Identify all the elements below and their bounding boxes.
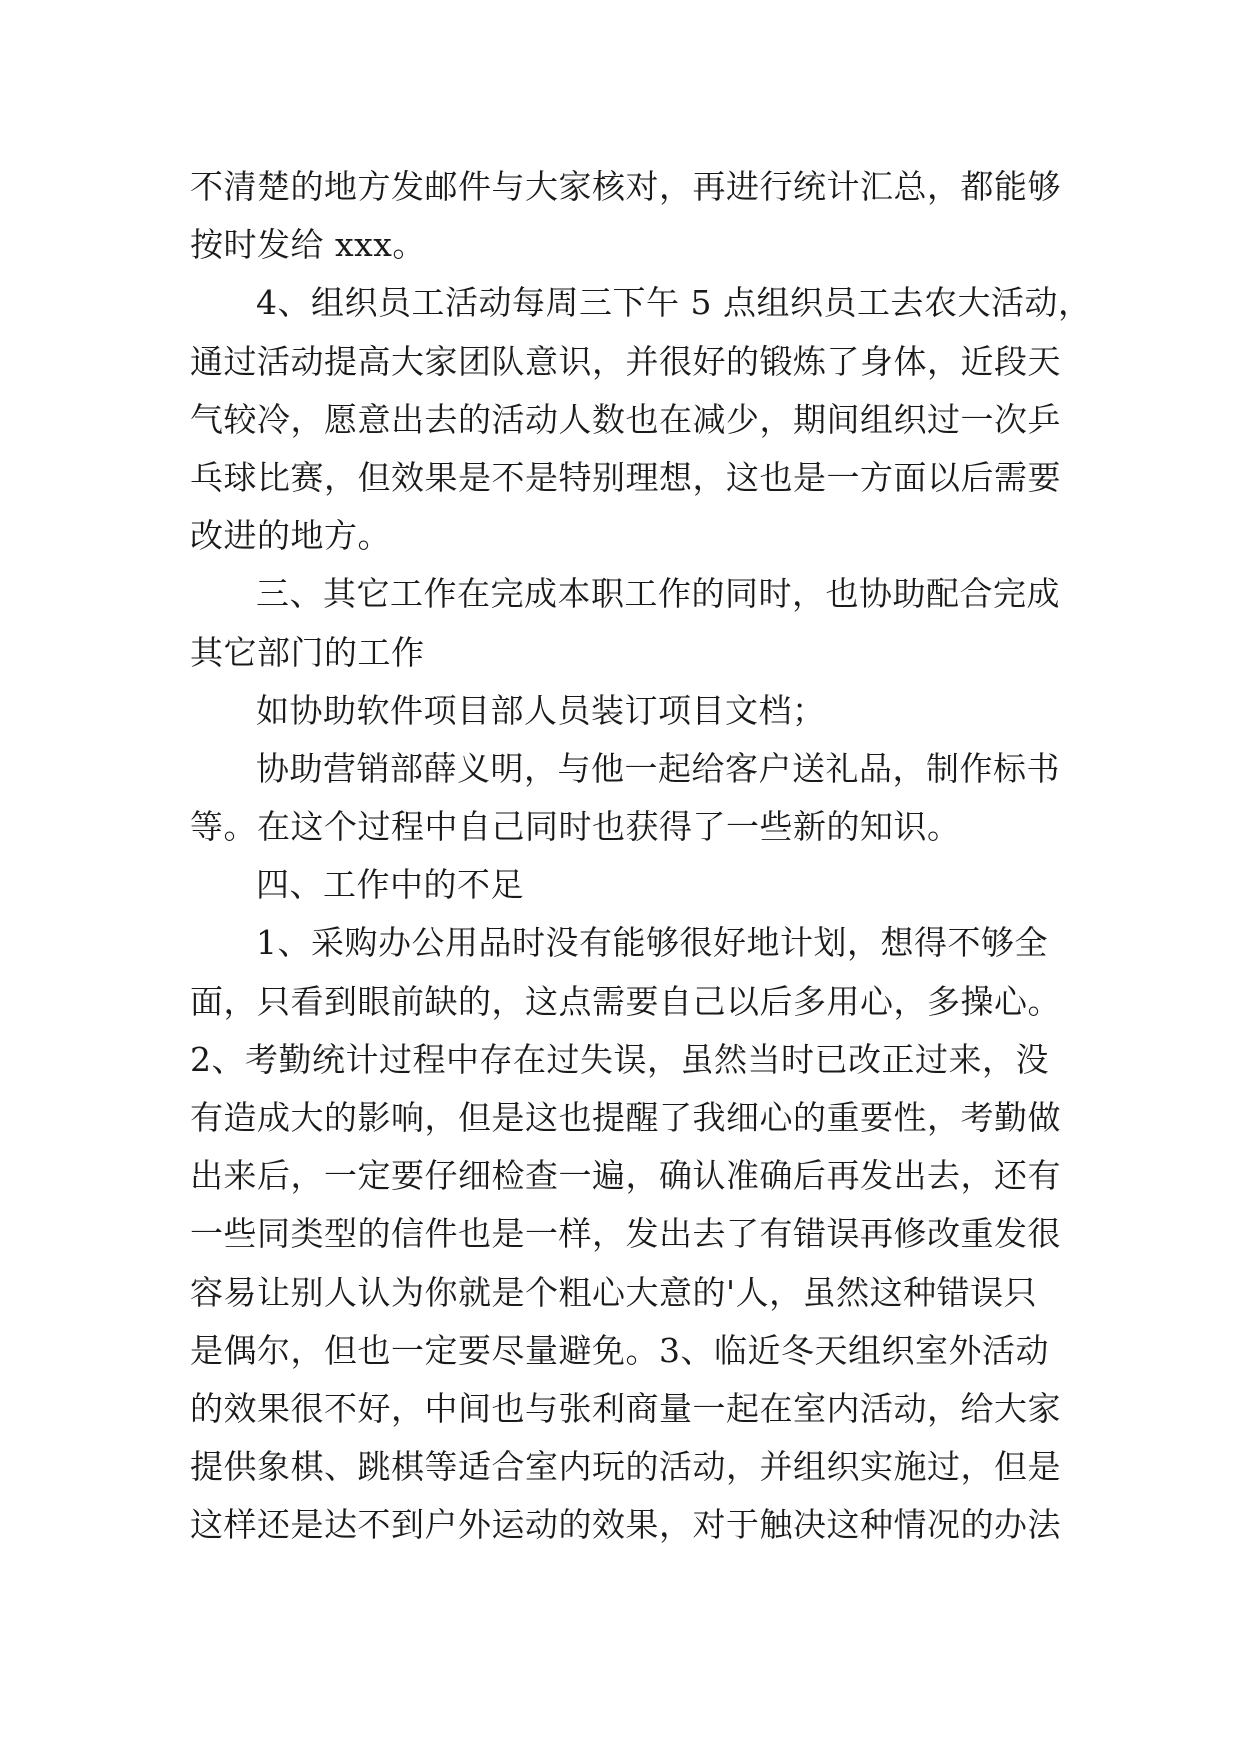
- text-line: 如协助软件项目部人员装订项目文档；: [256, 690, 826, 730]
- text-line: 一些同类型的信件也是一样，发出去了有错误再修改重发很: [190, 1214, 1061, 1254]
- text-line: 4、组织员工活动每周三下午 5 点组织员工去农大活动，: [256, 283, 1092, 323]
- text-line: 提供象棋、跳棋等适合室内玩的活动，并组织实施过，但是: [190, 1447, 1061, 1487]
- text-line: 改进的地方。: [190, 516, 391, 556]
- text-line: 这样还是达不到户外运动的效果，对于触决这种情况的办法: [190, 1505, 1061, 1545]
- text-line: 的效果很不好，中间也与张利商量一起在室内活动，给大家: [190, 1388, 1061, 1428]
- text-line: 是偶尔，但也一定要尽量避免。3、临近冬天组织室外活动: [190, 1330, 1049, 1370]
- text-line: 四、工作中的不足: [256, 865, 524, 905]
- text-line: 其它部门的工作: [190, 632, 425, 672]
- text-line: 2、考勤统计过程中存在过失误，虽然当时已改正过来，没: [190, 1039, 1049, 1079]
- text-line: 气较冷，愿意出去的活动人数也在减少，期间组织过一次乒: [190, 399, 1061, 439]
- text-line: 通过活动提高大家团队意识，并很好的锻炼了身体，近段天: [190, 341, 1061, 381]
- text-line: 面，只看到眼前缺的，这点需要自己以后多用心，多操心。: [190, 981, 1061, 1021]
- text-line: 三、其它工作在完成本职工作的同时，也协助配合完成: [256, 574, 1060, 614]
- text-line: 协助营销部薛义明，与他一起给客户送礼品，制作标书: [256, 748, 1060, 788]
- text-line: 1、采购办公用品时没有能够很好地计划，想得不够全: [256, 923, 1048, 963]
- text-line: 等。在这个过程中自己同时也获得了一些新的知识。: [190, 807, 961, 847]
- text-line: 出来后，一定要仔细检查一遍，确认准确后再发出去，还有: [190, 1156, 1061, 1196]
- text-line: 容易让别人认为你就是个粗心大意的'人，虽然这种错误只: [190, 1272, 1038, 1312]
- text-line: 乓球比赛，但效果是不是特别理想，这也是一方面以后需要: [190, 457, 1061, 497]
- text-line: 不清楚的地方发邮件与大家核对，再进行统计汇总，都能够: [190, 167, 1061, 206]
- text-line: 按时发给 xxx。: [190, 225, 426, 265]
- text-line: 有造成大的影响，但是这也提醒了我细心的重要性，考勤做: [190, 1098, 1061, 1137]
- document-body: [190, 158, 1092, 1555]
